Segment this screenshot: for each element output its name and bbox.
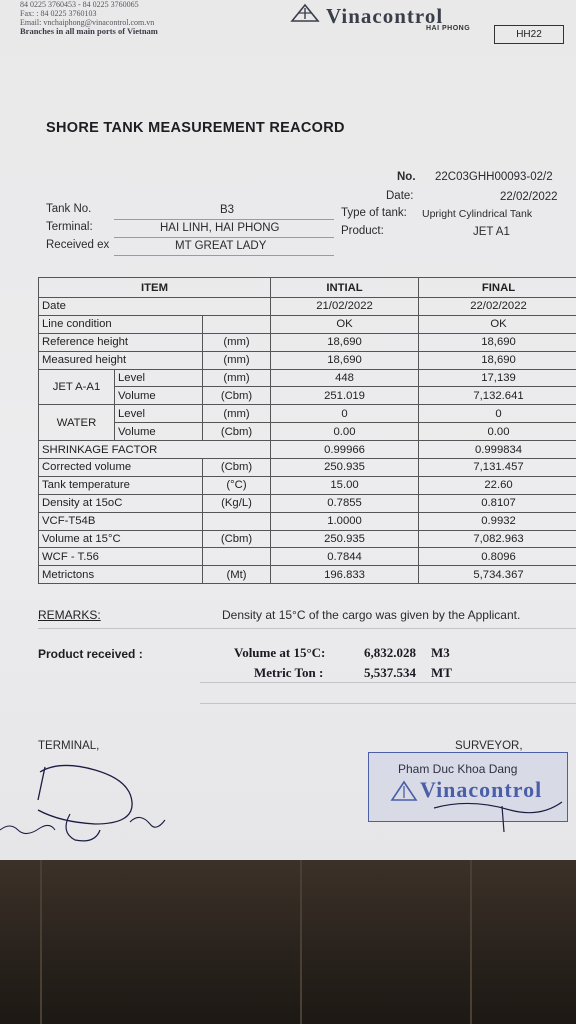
unit-cell: (Cbm) — [203, 387, 271, 405]
initial-cell: 251.019 — [271, 387, 419, 405]
remarks-divider — [38, 628, 576, 629]
row-label: Volume — [115, 423, 203, 441]
surveyor-label: SURVEYOR, — [455, 740, 523, 752]
received-value: MT GREAT LADY — [175, 240, 267, 252]
contact-fax: Fax: : 84 0225 3760103 — [20, 9, 97, 18]
product-divider-2 — [200, 703, 576, 704]
final-cell: OK — [419, 315, 576, 333]
group-label: WATER — [39, 405, 115, 441]
final-cell: 22/02/2022 — [419, 298, 576, 316]
table-row — [39, 369, 576, 387]
table-row — [39, 476, 576, 494]
row-label: Volume at 15°C — [39, 530, 203, 548]
row-label: Level — [115, 405, 203, 423]
initial-cell: 448 — [271, 369, 419, 387]
received-underline — [114, 255, 334, 256]
measurement-table — [38, 277, 576, 584]
unit-cell: (°C) — [203, 476, 271, 494]
vinacontrol-scale-icon — [290, 3, 320, 23]
volume-unit: M3 — [431, 645, 450, 660]
unit-cell: (mm) — [203, 369, 271, 387]
contact-block — [20, 0, 158, 36]
metric-ton-label: Metric Ton : — [254, 665, 324, 680]
terminal-underline — [114, 237, 334, 238]
unit-cell: (Cbm) — [203, 423, 271, 441]
initial-cell: 18,690 — [271, 333, 419, 351]
stamp-logo-text: Vinacontrol — [420, 777, 543, 802]
form-code-box: HH22 — [494, 25, 564, 44]
row-label: VCF-T54B — [39, 512, 203, 530]
tank-value: B3 — [220, 204, 235, 216]
product-received-label: Product received : — [38, 647, 143, 661]
final-cell: 0.9932 — [419, 512, 576, 530]
table-row — [39, 405, 576, 423]
row-label: Measured height — [39, 351, 203, 369]
initial-cell: 0.99966 — [271, 441, 419, 459]
group-label: JET A-A1 — [39, 369, 115, 405]
unit-cell — [203, 548, 271, 566]
terminal-label: TERMINAL, — [38, 740, 100, 752]
table-row — [39, 566, 576, 584]
initial-cell: OK — [271, 315, 419, 333]
received-label: Received ex — [46, 239, 110, 251]
row-label: Reference height — [39, 333, 203, 351]
remarks-label: REMARKS: — [38, 608, 101, 622]
logo-subtitle: HAI PHONG — [426, 25, 471, 32]
row-label: Volume — [115, 387, 203, 405]
table-header-row — [39, 278, 576, 298]
product-label: Product: — [341, 225, 384, 237]
contact-phone: 84 0225 3760453 - 84 0225 3760065 — [20, 0, 139, 9]
floor-background — [0, 860, 576, 1024]
header-item: ITEM — [39, 278, 271, 298]
row-label: Date — [39, 298, 271, 316]
final-cell: 7,131.457 — [419, 459, 576, 477]
terminal-value: HAI LINH, HAI PHONG — [160, 222, 280, 234]
final-cell: 7,132.641 — [419, 387, 576, 405]
no-value: 22C03GHH00093-02/2 — [435, 171, 553, 183]
final-cell: 5,734.367 — [419, 566, 576, 584]
final-cell: 0 — [419, 405, 576, 423]
table-row — [39, 333, 576, 351]
stamp-scale-icon — [390, 780, 418, 802]
type-value: Upright Cylindrical Tank — [422, 208, 533, 220]
row-label: Metrictons — [39, 566, 203, 584]
company-logo-text: Vinacontrol — [326, 4, 444, 28]
row-label: WCF - T.56 — [39, 548, 203, 566]
table-row — [39, 441, 576, 459]
unit-cell: (mm) — [203, 405, 271, 423]
initial-cell: 0 — [271, 405, 419, 423]
product-divider-1 — [200, 682, 576, 683]
final-cell: 0.00 — [419, 423, 576, 441]
final-cell: 0.8096 — [419, 548, 576, 566]
initial-cell: 250.935 — [271, 459, 419, 477]
header-final: FINAL — [419, 278, 576, 298]
document-title: SHORE TANK MEASUREMENT REACORD — [46, 120, 345, 136]
initial-cell: 21/02/2022 — [271, 298, 419, 316]
unit-cell: (Cbm) — [203, 530, 271, 548]
final-cell: 18,690 — [419, 351, 576, 369]
table-row — [39, 494, 576, 512]
metric-ton-unit: MT — [431, 665, 452, 680]
no-label: No. — [397, 171, 416, 183]
unit-cell: (Cbm) — [203, 459, 271, 477]
unit-cell: (Kg/L) — [203, 494, 271, 512]
final-cell: 7,082.963 — [419, 530, 576, 548]
initial-cell: 18,690 — [271, 351, 419, 369]
initial-cell: 1.0000 — [271, 512, 419, 530]
surveyor-signature-icon — [430, 788, 570, 838]
row-label: Tank temperature — [39, 476, 203, 494]
terminal-label: Terminal: — [46, 221, 93, 233]
floor-tile-line — [300, 860, 302, 1024]
final-cell: 17,139 — [419, 369, 576, 387]
final-cell: 22.60 — [419, 476, 576, 494]
tank-underline — [114, 219, 334, 220]
final-cell: 0.999834 — [419, 441, 576, 459]
row-label: SHRINKAGE FACTOR — [39, 441, 271, 459]
initial-cell: 15.00 — [271, 476, 419, 494]
floor-tile-line — [470, 860, 472, 1024]
floor-tile-line — [40, 860, 42, 1024]
unit-cell: (Mt) — [203, 566, 271, 584]
table-row — [39, 351, 576, 369]
contact-email: Email: vnchaiphong@vinacontrol.com.vn — [20, 18, 155, 27]
final-cell: 18,690 — [419, 333, 576, 351]
row-label: Corrected volume — [39, 459, 203, 477]
initial-cell: 0.7855 — [271, 494, 419, 512]
metric-ton-value: 5,537.534 — [364, 665, 416, 680]
type-label: Type of tank: — [341, 207, 407, 219]
table-row — [39, 512, 576, 530]
volume-value: 6,832.028 — [364, 645, 416, 660]
remarks-text: Density at 15°C of the cargo was given by the Applicant. — [222, 608, 521, 622]
initial-cell: 196.833 — [271, 566, 419, 584]
product-value: JET A1 — [473, 226, 510, 238]
unit-cell: (mm) — [203, 351, 271, 369]
branches-note: Branches in all main ports of Vietnam — [20, 26, 158, 36]
initial-cell: 250.935 — [271, 530, 419, 548]
date-label: Date: — [386, 190, 414, 202]
table-row — [39, 530, 576, 548]
terminal-signature-icon — [0, 752, 200, 862]
surveyor-name: Pham Duc Khoa Dang — [398, 762, 518, 776]
table-row — [39, 459, 576, 477]
table-row — [39, 315, 576, 333]
row-label: Line condition — [39, 315, 203, 333]
volume-label: Volume at 15°C: — [234, 645, 326, 660]
final-cell: 0.8107 — [419, 494, 576, 512]
row-label: Level — [115, 369, 203, 387]
table-row — [39, 387, 576, 405]
row-label: Density at 15oC — [39, 494, 203, 512]
initial-cell: 0.7844 — [271, 548, 419, 566]
table-row — [39, 423, 576, 441]
unit-cell: (mm) — [203, 333, 271, 351]
header-initial: INTIAL — [271, 278, 419, 298]
table-row — [39, 548, 576, 566]
table-row — [39, 298, 576, 316]
initial-cell: 0.00 — [271, 423, 419, 441]
unit-cell — [203, 512, 271, 530]
unit-cell — [203, 315, 271, 333]
date-value: 22/02/2022 — [500, 191, 558, 203]
tank-label: Tank No. — [46, 203, 92, 215]
